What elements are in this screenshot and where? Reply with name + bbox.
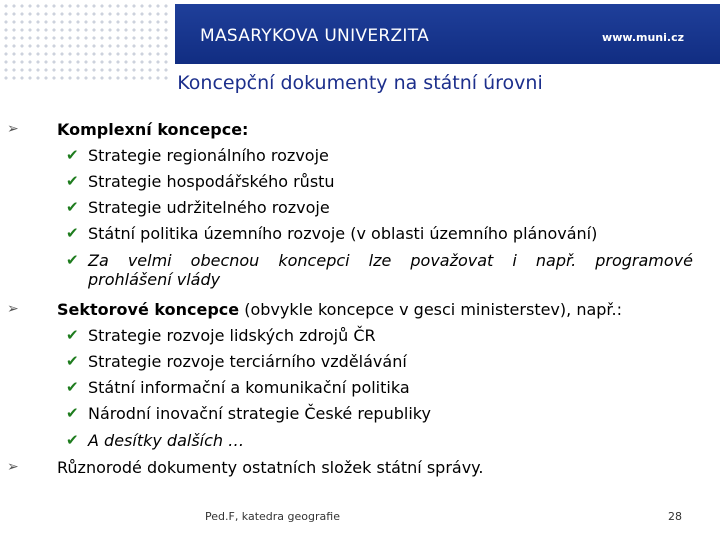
list-item [66, 224, 598, 243]
word: Za [88, 251, 109, 270]
list-item [66, 198, 330, 217]
bullet-sektorove [7, 300, 622, 319]
list-item [66, 352, 407, 371]
university-name: MASARYKOVA UNIVERZITA [200, 26, 430, 46]
bullet-lead-bold: Komplexní koncepce: [57, 120, 249, 139]
arrow-bullet-icon: ➢ [7, 301, 19, 317]
word: programové [595, 251, 693, 270]
list-item [66, 378, 410, 397]
arrow-bullet-icon: ➢ [7, 459, 19, 475]
list-item [66, 172, 335, 191]
arrow-bullet-icon: ➢ [7, 121, 19, 137]
footer-text: Ped.F, katedra geografie [205, 510, 340, 523]
justified-line-2: prohlášení vlády [88, 270, 221, 289]
checkmark-bullet-icon: ✔ [66, 352, 79, 370]
list-item-label: Státní politika územního rozvoje (v oblasti územního plánování) [88, 224, 598, 243]
checkmark-bullet-icon: ✔ [66, 404, 79, 422]
checkmark-bullet-icon: ✔ [66, 378, 79, 396]
bullet-ruznorode [7, 458, 484, 477]
page-number: 28 [668, 510, 682, 523]
list-item [66, 404, 431, 423]
bullet-lead-rest: (obvykle koncepce v gesci ministerstev), např.: [239, 300, 622, 319]
checkmark-bullet-icon: ✔ [66, 431, 79, 449]
bullet-komplexni [7, 120, 249, 139]
word: i [512, 251, 517, 270]
word: velmi [127, 251, 172, 270]
word: např. [535, 251, 577, 270]
checkmark-bullet-icon: ✔ [66, 146, 79, 164]
list-item-label: Národní inovační strategie České republiky [88, 404, 431, 423]
list-item [66, 326, 376, 345]
header [0, 0, 720, 66]
checkmark-bullet-icon: ✔ [66, 326, 79, 344]
list-item-label: Státní informační a komunikační politika [88, 378, 410, 397]
word: koncepci [278, 251, 350, 270]
list-item-label: Strategie regionálního rozvoje [88, 146, 329, 165]
list-item-label: Strategie udržitelného rozvoje [88, 198, 330, 217]
university-url[interactable]: www.muni.cz [602, 31, 684, 44]
checkmark-bullet-icon: ✔ [66, 224, 79, 242]
list-item-label: Strategie rozvoje lidských zdrojů ČR [88, 326, 376, 345]
list-item-label: Strategie rozvoje terciárního vzdělávání [88, 352, 407, 371]
list-item [66, 431, 245, 450]
bullet-lead-rest: Různorodé dokumenty ostatních složek státní správy. [57, 458, 484, 477]
checkmark-bullet-icon: ✔ [66, 251, 79, 269]
list-item [66, 146, 329, 165]
word: lze [368, 251, 392, 270]
list-item-label: A desítky dalších … [88, 431, 245, 450]
bullet-lead-bold: Sektorové koncepce [57, 300, 240, 319]
slide-title: Koncepční dokumenty na státní úrovni [177, 72, 543, 94]
justified-line [88, 251, 693, 270]
word: považovat [410, 251, 494, 270]
word: obecnou [190, 251, 260, 270]
checkmark-bullet-icon: ✔ [66, 172, 79, 190]
checkmark-bullet-icon: ✔ [66, 198, 79, 216]
list-item-label: Strategie hospodářského růstu [88, 172, 335, 191]
list-item-justified [66, 251, 693, 289]
